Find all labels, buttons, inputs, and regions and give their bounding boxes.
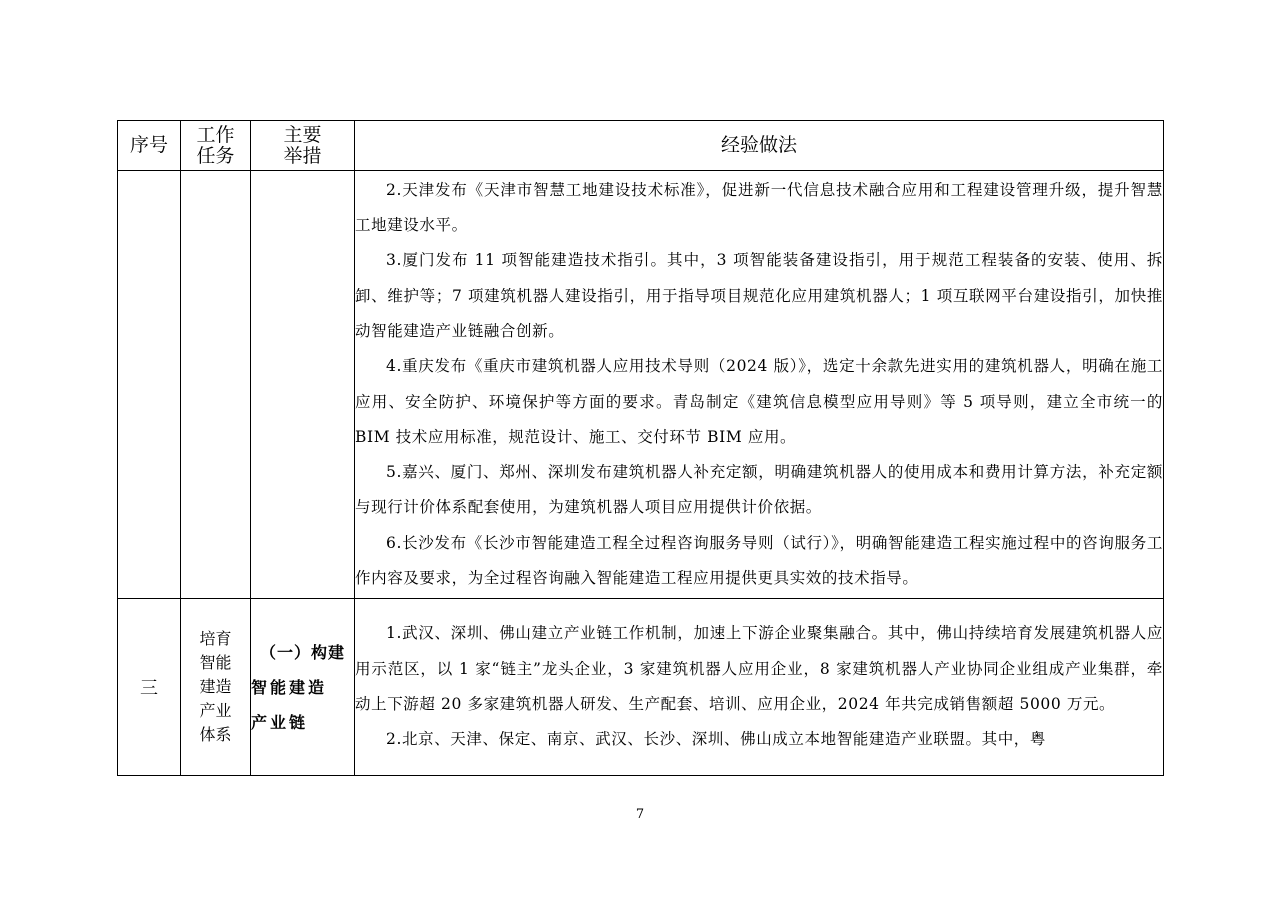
header-task <box>181 121 251 171</box>
row-task <box>181 171 251 599</box>
row-seq <box>118 171 181 599</box>
row-measure <box>251 171 355 599</box>
row-measure <box>251 599 355 776</box>
page-number: 7 <box>635 807 645 822</box>
task-line: 建造 <box>199 677 232 696</box>
row-practice <box>355 171 1164 599</box>
practice-paragraph: 2.天津发布《天津市智慧工地建设技术标准》，促进新一代信息技术融合应用和工程建设管理升级，提升智慧工地建设水平。 <box>355 180 1163 235</box>
header-seq: 序号 <box>118 121 181 171</box>
header-task-line: 任务 <box>196 144 235 167</box>
table-header-row <box>118 121 1164 171</box>
practice-paragraph: 4.重庆发布《重庆市建筑机器人应用技术导则（2024 版）》，选定十余款先进实用的建筑机器人，明确在施工应用、安全防护、环境保护等方面的要求。青岛制定《建筑信息模型应用导则》等 5 项导则，建立全市统一的 BIM 技术应用标准，规范设计、施工、交付环节 BIM 应用。 <box>355 357 1163 446</box>
row-seq: 三 <box>118 599 181 776</box>
header-measure-line: 主要 <box>283 123 322 146</box>
table-row <box>118 599 1164 776</box>
practice-table <box>117 120 1164 776</box>
practice-paragraph: 3.厦门发布 11 项智能建造技术指引。其中，3 项智能装备建设指引，用于规范工程装备的安装、使用、拆卸、维护等；7 项建筑机器人建设指引，用于指导项目规范化应用建筑机器人；1 项互联网平台建设指引，加快推动智能建造产业链融合创新。 <box>355 251 1163 340</box>
row-task <box>181 599 251 776</box>
practice-paragraph: 5.嘉兴、厦门、郑州、深圳发布建筑机器人补充定额，明确建筑机器人的使用成本和费用计算方法，补充定额与现行计价体系配套使用，为建筑机器人项目应用提供计价依据。 <box>355 463 1163 517</box>
task-line: 产业 <box>199 701 232 720</box>
row-practice <box>355 599 1164 776</box>
header-practice: 经验做法 <box>355 121 1164 171</box>
practice-paragraph: 1.武汉、深圳、佛山建立产业链工作机制，加速上下游企业聚集融合。其中，佛山持续培育发展建筑机器人应用示范区，以 1 家“链主”龙头企业，3 家建筑机器人应用企业，8 家建筑机器人产业协同企业组成产业集群，牵动上下游超 20 多家建筑机器人研发、生产配套、培训、应用企业，2024 年共完成销售额超 5000 万元。 <box>355 624 1163 713</box>
header-measure <box>251 121 355 171</box>
measure-line: （一）构建 <box>259 642 345 662</box>
practice-paragraph: 6.长沙发布《长沙市智能建造工程全过程咨询服务导则（试行）》，明确智能建造工程实施过程中的咨询服务工作内容及要求，为全过程咨询融入智能建造工程应用提供更具实效的技术指导。 <box>355 533 1163 587</box>
task-line: 培育 <box>199 629 232 648</box>
task-line: 体系 <box>199 725 232 744</box>
practice-paragraph: 2.北京、天津、保定、南京、武汉、长沙、深圳、佛山成立本地智能建造产业联盟。其中，粤 <box>386 730 1046 749</box>
task-line: 智能 <box>199 653 232 672</box>
header-task-line: 工作 <box>196 123 235 146</box>
table-row <box>118 171 1164 599</box>
header-measure-line: 举措 <box>283 144 322 167</box>
measure-line: 产业链 <box>251 712 309 732</box>
measure-line: 智能建造 <box>251 677 328 697</box>
